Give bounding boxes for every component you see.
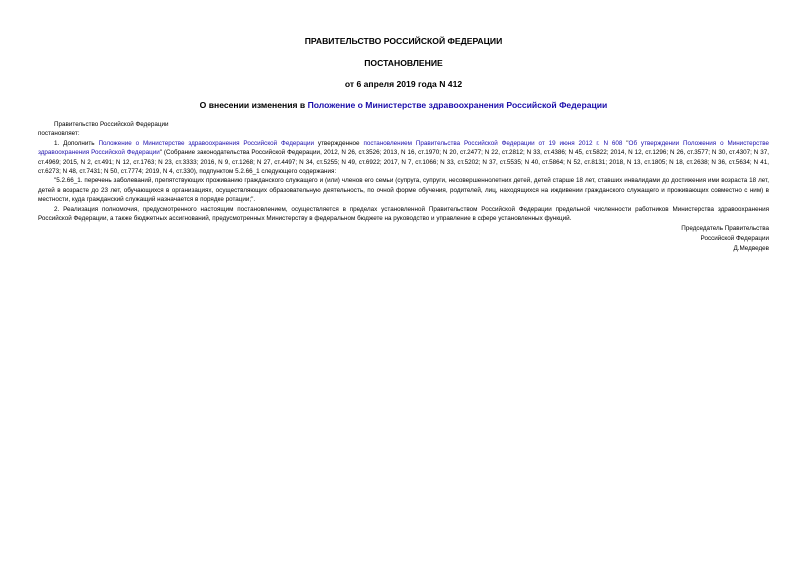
date-number-heading: от 6 апреля 2019 года N 412 <box>344 79 463 89</box>
document-title <box>38 100 769 111</box>
intro-line-2: постановляет: <box>38 130 80 138</box>
signature-line-1: Председатель Правительства <box>681 225 769 233</box>
document-body <box>38 120 769 223</box>
title-prefix: О внесении изменения в <box>199 100 308 110</box>
government-heading: ПРАВИТЕЛЬСТВО РОССИЙСКОЙ ФЕДЕРАЦИИ <box>304 36 503 46</box>
regulation-link[interactable]: Положение о Министерстве здравоохранения Российской Федерации <box>98 139 315 147</box>
p1-text-d: " (Собрание законодательства Российской Федерации, 2012, N 26, ст.3526; 2013, N 16, ст.1970; N 20, ст.2477; N 22, ст.2812; N 33, ст.4386; N 45, ст.5822; 2014, N 12, ст.1296; N 26, ст.3577; N 30, ст.4307; N 37, ст.4969; 2015, N 2, ст.491; N 12, ст.1763; N 23, ст.3333; 2016, N 9, ст.1268; N 27, ст.4497; N 34, ст.5255; N 49, ст.6922; 2017, N 7, ст.1066; N 33, ст.5202; N 37, ст.5535; N 40, ст.5864; N 52, ст.8131; 2018, N 13, ст.1805; N 18, ст.2638; N 36, ст.5634; N 41, ст.6273; N 48, ст.7431; N 50, ст.7774; 2019, N 4, ст.330), подпунктом 5.2.66_1 следующего содержания: <box>38 149 769 176</box>
p1-text-c: " <box>622 139 629 147</box>
intro-line-1: Правительство Российской Федерации <box>54 121 169 128</box>
resolution-link[interactable]: постановлением Правительства Российской Федерации от 19 июня 2012 г. N 608 <box>363 139 623 147</box>
paragraph-3: 2. Реализация полномочия, предусмотренного настоящим постановлением, осуществляется в пределах установленной Правительством Российской Федерации предельной численности работников Министерства здравоохранения Российской Федерации, а также бюджетных ассигнований, предусмотренных Министерству в федеральном бюджете на руководство и управление в сфере установленных функций. <box>38 205 769 223</box>
paragraph-1 <box>38 139 769 177</box>
document-type-heading: ПОСТАНОВЛЕНИЕ <box>364 58 443 68</box>
approval-link[interactable]: Об утверждении Положения о Министерстве здравоохранения Российской Федерации <box>38 139 769 157</box>
p1-text-a: 1. Дополнить <box>54 139 99 147</box>
title-regulation-link[interactable]: Положение о Министерстве здравоохранения Российской Федерации <box>307 100 608 110</box>
paragraph-2: "5.2.66_1. перечень заболеваний, препятствующих проживанию гражданского служащего и (или) членов его семьи (супруга, супруги, несовершеннолетних детей, детей старше 18 лет, ставших инвалидами до достижения ими возраста 18 лет, детей в возрасте до 23 лет, обучающихся в организациях, осуществляющих образовательную деятельность, по очной форме обучения, родителей, лиц, находящихся на иждивении гражданского служащего и проживающих совместно с ним) в местности, куда гражданский служащий назначается в порядке ротации;". <box>38 177 769 204</box>
signature-line-3: Д.Медведев <box>733 245 769 253</box>
p1-text-b: утвержденное <box>314 139 364 147</box>
signature-block <box>38 224 769 254</box>
signature-line-2: Российской Федерации <box>700 235 769 243</box>
